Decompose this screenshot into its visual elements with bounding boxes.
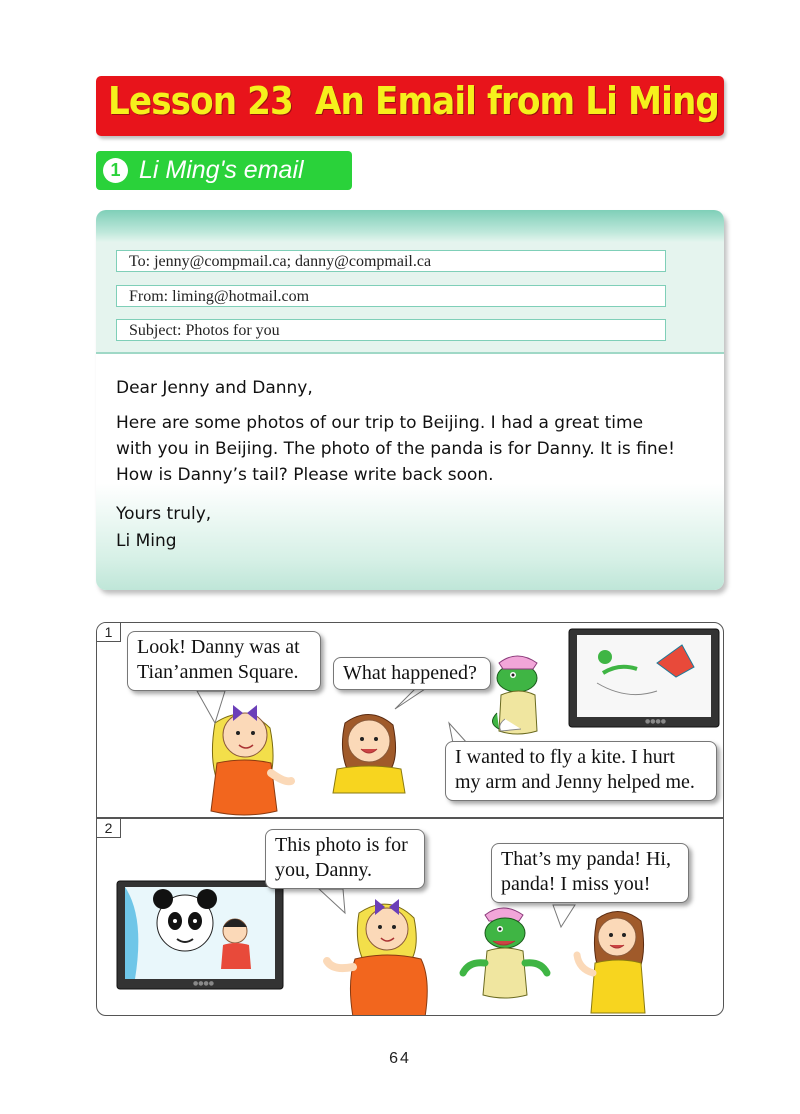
tv-kite-illustration <box>569 629 719 727</box>
email-top-band <box>96 210 724 242</box>
bubble-tail <box>553 905 575 927</box>
speech-bubble-danny-panel1 <box>445 741 717 801</box>
bubble-line: That’s my panda! Hi, <box>501 848 671 870</box>
bubble-line: my arm and Jenny helped me. <box>455 771 695 793</box>
email-body-line: Here are some photos of our trip to Beijing. I had a great time <box>116 413 644 433</box>
bubble-tail <box>197 691 225 723</box>
email-from-field: From: liming@hotmail.com <box>116 285 666 307</box>
jenny-illustration-2 <box>327 899 427 1016</box>
danny-illustration-2 <box>463 908 547 998</box>
speech-bubble-danny-panel2 <box>491 843 689 903</box>
bubble-line: panda! I miss you! <box>501 873 651 895</box>
email-subject-field: Subject: Photos for you <box>116 319 666 341</box>
bubble-tail <box>319 889 345 913</box>
bubble-line: This photo is for <box>275 834 408 856</box>
panel-1-number: 1 <box>97 623 121 642</box>
speech-bubble-girl-panel1 <box>333 657 491 690</box>
email-closing: Yours truly, <box>116 504 212 524</box>
email-greeting: Dear Jenny and Danny, <box>116 378 313 398</box>
svg-text:●●●●: ●●●● <box>645 718 666 725</box>
speech-bubble-jenny-panel2 <box>265 829 425 889</box>
danny-illustration-1 <box>492 656 537 734</box>
comic-strip <box>96 622 724 1016</box>
bubble-line: Look! Danny was at <box>137 636 300 658</box>
svg-text:●●●●: ●●●● <box>193 980 214 987</box>
jenny-illustration-1 <box>211 705 291 815</box>
girl-illustration-1 <box>333 714 405 793</box>
email-body <box>116 410 716 488</box>
bubble-line: Tian’anmen Square. <box>137 661 299 683</box>
page-number: 64 <box>389 1050 411 1067</box>
bubble-line: What happened? <box>343 662 477 684</box>
email-body-line: How is Danny’s tail? Please write back soon. <box>116 465 494 485</box>
email-body-line: with you in Beijing. The photo of the panda is for Danny. It is fine! <box>116 439 675 459</box>
girl-illustration-2 <box>577 911 645 1013</box>
lesson-title: Lesson 23 An Email from Li Ming <box>108 79 720 123</box>
speech-bubble-jenny-panel1 <box>127 631 321 691</box>
bubble-line: you, Danny. <box>275 859 373 881</box>
panel-2-number: 2 <box>97 819 121 838</box>
email-signature: Li Ming <box>116 531 177 551</box>
bubble-tail <box>449 723 467 743</box>
section-heading: Li Ming's email <box>139 156 304 184</box>
email-card <box>96 210 724 590</box>
email-to-field: To: jenny@compmail.ca; danny@compmail.ca <box>116 250 666 272</box>
tv-panda-illustration <box>117 881 283 989</box>
bubble-tail <box>395 689 425 709</box>
section-number-badge: 1 <box>103 158 128 183</box>
bubble-line: I wanted to fly a kite. I hurt <box>455 746 675 768</box>
